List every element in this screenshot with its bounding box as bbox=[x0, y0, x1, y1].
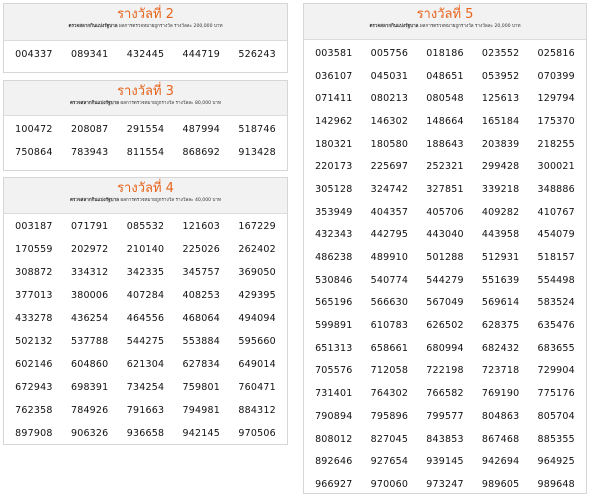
prize-number: 262402 bbox=[238, 244, 276, 255]
prize-number: 218255 bbox=[537, 138, 575, 150]
prize-number: 964925 bbox=[537, 456, 575, 468]
prize-number: 339218 bbox=[481, 183, 520, 195]
prize-number: 018186 bbox=[426, 47, 464, 59]
prize-number: 429395 bbox=[238, 290, 276, 301]
prize-number: 048651 bbox=[426, 70, 464, 82]
prize-number: 682432 bbox=[481, 342, 520, 354]
prize-number: 868692 bbox=[182, 147, 221, 158]
prize-number: 405706 bbox=[426, 206, 464, 218]
prize-number: 512931 bbox=[481, 252, 520, 264]
prize-number: 443040 bbox=[426, 229, 464, 241]
prize-5-panel bbox=[303, 3, 587, 494]
prize-number: 794981 bbox=[182, 405, 221, 416]
prize-number: 791663 bbox=[126, 405, 165, 416]
prize-4-header bbox=[4, 178, 287, 214]
prize-number: 436254 bbox=[70, 313, 109, 324]
prize-number: 790894 bbox=[315, 410, 353, 422]
prize-number: 698391 bbox=[70, 382, 109, 393]
prize-number: 167229 bbox=[238, 221, 276, 232]
prize-2-panel bbox=[3, 3, 288, 73]
prize-number: 544279 bbox=[426, 274, 464, 286]
prize-number: 892646 bbox=[315, 456, 353, 468]
prize-number: 939145 bbox=[426, 456, 464, 468]
prize-number: 080548 bbox=[426, 93, 464, 105]
prize-number: 252321 bbox=[426, 161, 464, 173]
prize-number: 142962 bbox=[315, 115, 353, 127]
prize-number: 540774 bbox=[370, 274, 409, 286]
prize-number: 784926 bbox=[70, 405, 109, 416]
prize-number: 973247 bbox=[426, 478, 464, 490]
prize-4-title: รางวัลที่ 4 bbox=[117, 181, 174, 196]
prize-number: 045031 bbox=[370, 70, 409, 82]
prize-number: 080213 bbox=[370, 93, 409, 105]
prize-number: 518157 bbox=[537, 252, 575, 264]
prize-number: 729904 bbox=[537, 365, 575, 377]
prize-number: 165184 bbox=[481, 115, 520, 127]
prize-number: 353949 bbox=[315, 206, 353, 218]
prize-number: 148664 bbox=[426, 115, 464, 127]
prize-number: 432343 bbox=[315, 229, 353, 241]
prize-number: 407284 bbox=[126, 290, 165, 301]
prize-number: 569614 bbox=[481, 297, 520, 309]
prize-4-panel bbox=[3, 177, 288, 445]
prize-number: 433278 bbox=[15, 313, 53, 324]
prize-number: 537788 bbox=[70, 336, 109, 347]
prize-number: 409282 bbox=[481, 206, 520, 218]
prize-2-sub-text: ผลการตรวจหมายถูกรางวัล รางวัลละ 200,000 บาท bbox=[119, 24, 223, 29]
prize-number: 989648 bbox=[537, 478, 575, 490]
prize-number: 723718 bbox=[481, 365, 520, 377]
prize-number: 942694 bbox=[481, 456, 520, 468]
prize-number: 125613 bbox=[481, 93, 520, 105]
prize-number: 348886 bbox=[537, 183, 575, 195]
prize-number: 071411 bbox=[315, 93, 353, 105]
prize-3-panel bbox=[3, 80, 288, 171]
prize-number: 635476 bbox=[537, 320, 575, 332]
prize-number: 705576 bbox=[315, 365, 353, 377]
prize-number: 583524 bbox=[537, 297, 575, 309]
prize-number: 345757 bbox=[182, 267, 221, 278]
prize-2-sub-bold: ตรวจสลากกินแบ่งรัฐบาล bbox=[68, 24, 118, 29]
prize-number: 225026 bbox=[182, 244, 221, 255]
prize-4-number-grid bbox=[4, 214, 287, 445]
prize-number: 085532 bbox=[126, 221, 165, 232]
prize-3-header bbox=[4, 81, 287, 116]
prize-number: 970506 bbox=[238, 428, 276, 439]
prize-2-number-grid bbox=[4, 41, 287, 68]
prize-number: 808012 bbox=[315, 433, 353, 445]
prize-number: 567049 bbox=[426, 297, 464, 309]
prize-3-sub-bold: ตรวจสลากกินแบ่งรัฐบาล bbox=[69, 101, 119, 106]
prize-number: 380006 bbox=[70, 290, 109, 301]
prize-number: 610783 bbox=[370, 320, 409, 332]
prize-number: 089341 bbox=[70, 49, 109, 60]
prize-number: 827045 bbox=[370, 433, 409, 445]
prize-number: 722198 bbox=[426, 365, 464, 377]
prize-number: 553884 bbox=[182, 336, 221, 347]
prize-number: 408253 bbox=[182, 290, 221, 301]
prize-number: 811554 bbox=[126, 147, 165, 158]
prize-4-sub-bold: ตรวจสลากกินแบ่งรัฐบาล bbox=[69, 198, 119, 203]
prize-2-subtitle bbox=[4, 23, 287, 30]
prize-4-subtitle bbox=[4, 197, 287, 204]
prize-number: 175370 bbox=[537, 115, 575, 127]
prize-number: 220173 bbox=[315, 161, 353, 173]
prize-number: 003581 bbox=[315, 47, 353, 59]
prize-number: 442795 bbox=[370, 229, 409, 241]
prize-number: 672943 bbox=[15, 382, 53, 393]
prize-5-number-grid bbox=[304, 40, 586, 496]
prize-number: 762358 bbox=[15, 405, 53, 416]
prize-number: 942145 bbox=[182, 428, 221, 439]
prize-number: 518746 bbox=[238, 124, 276, 135]
prize-5-title: รางวัลที่ 5 bbox=[416, 7, 474, 22]
prize-number: 897908 bbox=[15, 428, 53, 439]
prize-number: 966927 bbox=[315, 478, 353, 490]
prize-number: 501288 bbox=[426, 252, 464, 264]
prize-number: 053952 bbox=[481, 70, 520, 82]
prize-number: 334312 bbox=[70, 267, 109, 278]
prize-2-header bbox=[4, 4, 287, 41]
prize-number: 324742 bbox=[370, 183, 409, 195]
prize-number: 036107 bbox=[315, 70, 353, 82]
prize-number: 621304 bbox=[126, 359, 165, 370]
prize-number: 759801 bbox=[182, 382, 221, 393]
prize-number: 712058 bbox=[370, 365, 409, 377]
prize-4-sub-text: ผลการตรวจหมายถูกรางวัล รางวัลละ 40,000 บาท bbox=[120, 198, 222, 203]
prize-number: 526243 bbox=[238, 49, 276, 60]
prize-number: 208087 bbox=[70, 124, 109, 135]
prize-number: 180321 bbox=[315, 138, 353, 150]
prize-number: 203839 bbox=[481, 138, 520, 150]
prize-5-sub-bold: ตรวจสลากกินแบ่งรัฐบาล bbox=[369, 24, 419, 29]
prize-number: 225697 bbox=[370, 161, 409, 173]
prize-number: 494094 bbox=[238, 313, 276, 324]
prize-number: 658661 bbox=[370, 342, 409, 354]
prize-number: 936658 bbox=[126, 428, 165, 439]
prize-number: 071791 bbox=[70, 221, 109, 232]
prize-number: 005756 bbox=[370, 47, 409, 59]
prize-number: 627834 bbox=[182, 359, 221, 370]
prize-number: 544275 bbox=[126, 336, 165, 347]
prize-number: 432445 bbox=[126, 49, 165, 60]
prize-number: 100472 bbox=[15, 124, 53, 135]
prize-number: 764302 bbox=[370, 388, 409, 400]
prize-number: 468064 bbox=[182, 313, 221, 324]
prize-number: 766582 bbox=[426, 388, 464, 400]
prize-number: 170559 bbox=[15, 244, 53, 255]
prize-number: 004337 bbox=[15, 49, 53, 60]
prize-number: 885355 bbox=[537, 433, 575, 445]
prize-number: 769190 bbox=[481, 388, 520, 400]
prize-number: 308872 bbox=[15, 267, 53, 278]
prize-number: 129794 bbox=[537, 93, 575, 105]
prize-number: 025816 bbox=[537, 47, 575, 59]
prize-number: 804863 bbox=[481, 410, 520, 422]
prize-number: 970060 bbox=[370, 478, 409, 490]
prize-number: 604860 bbox=[70, 359, 109, 370]
prize-number: 530846 bbox=[315, 274, 353, 286]
prize-number: 565196 bbox=[315, 297, 353, 309]
prize-3-sub-text: ผลการตรวจหมายถูกรางวัล รางวัลละ 80,000 บาท bbox=[120, 101, 222, 106]
prize-number: 795896 bbox=[370, 410, 409, 422]
prize-number: 487994 bbox=[182, 124, 221, 135]
prize-number: 799577 bbox=[426, 410, 464, 422]
prize-number: 180580 bbox=[370, 138, 409, 150]
prize-3-title: รางวัลที่ 3 bbox=[117, 84, 174, 99]
prize-number: 300021 bbox=[537, 161, 575, 173]
prize-number: 444719 bbox=[182, 49, 221, 60]
prize-number: 210140 bbox=[126, 244, 165, 255]
prize-number: 410767 bbox=[537, 206, 575, 218]
prize-number: 750864 bbox=[15, 147, 53, 158]
prize-number: 760471 bbox=[238, 382, 276, 393]
prize-number: 731401 bbox=[315, 388, 353, 400]
prize-number: 070399 bbox=[537, 70, 575, 82]
prize-number: 683655 bbox=[537, 342, 575, 354]
prize-5-header bbox=[304, 4, 586, 40]
prize-number: 628375 bbox=[481, 320, 520, 332]
prize-number: 443958 bbox=[481, 229, 520, 241]
prize-number: 651313 bbox=[315, 342, 353, 354]
prize-number: 775176 bbox=[537, 388, 575, 400]
prize-number: 906326 bbox=[70, 428, 109, 439]
prize-number: 146302 bbox=[370, 115, 409, 127]
prize-number: 489910 bbox=[370, 252, 409, 264]
prize-number: 342335 bbox=[126, 267, 165, 278]
prize-number: 486238 bbox=[315, 252, 353, 264]
prize-number: 327851 bbox=[426, 183, 464, 195]
prize-number: 369050 bbox=[238, 267, 276, 278]
prize-number: 783943 bbox=[70, 147, 109, 158]
prize-number: 377013 bbox=[15, 290, 53, 301]
prize-number: 305128 bbox=[315, 183, 353, 195]
prize-number: 626502 bbox=[426, 320, 464, 332]
prize-number: 867468 bbox=[481, 433, 520, 445]
prize-3-number-grid bbox=[4, 116, 287, 164]
prize-number: 680994 bbox=[426, 342, 464, 354]
prize-number: 551639 bbox=[481, 274, 520, 286]
prize-2-title: รางวัลที่ 2 bbox=[117, 7, 174, 22]
prize-number: 595660 bbox=[238, 336, 276, 347]
prize-number: 554498 bbox=[537, 274, 575, 286]
prize-number: 188643 bbox=[426, 138, 464, 150]
prize-number: 202972 bbox=[70, 244, 109, 255]
prize-number: 291554 bbox=[126, 124, 165, 135]
prize-number: 599891 bbox=[315, 320, 353, 332]
prize-number: 404357 bbox=[370, 206, 409, 218]
prize-number: 003187 bbox=[15, 221, 53, 232]
prize-number: 649014 bbox=[238, 359, 276, 370]
prize-3-subtitle bbox=[4, 100, 287, 107]
prize-number: 502132 bbox=[15, 336, 53, 347]
prize-5-sub-text: ผลการตรวจหมายถูกรางวัล รางวัลละ 20,000 บาท bbox=[419, 24, 521, 29]
prize-number: 602146 bbox=[15, 359, 53, 370]
prize-number: 805704 bbox=[537, 410, 575, 422]
prize-number: 464556 bbox=[126, 313, 165, 324]
prize-number: 566630 bbox=[370, 297, 409, 309]
prize-number: 884312 bbox=[238, 405, 276, 416]
prize-5-subtitle bbox=[304, 23, 586, 30]
prize-number: 454079 bbox=[537, 229, 575, 241]
prize-number: 121603 bbox=[182, 221, 221, 232]
prize-number: 299428 bbox=[481, 161, 520, 173]
prize-number: 913428 bbox=[238, 147, 276, 158]
prize-number: 734254 bbox=[126, 382, 165, 393]
prize-number: 989605 bbox=[481, 478, 520, 490]
prize-number: 843853 bbox=[426, 433, 464, 445]
prize-number: 023552 bbox=[481, 47, 520, 59]
prize-number: 927654 bbox=[370, 456, 409, 468]
